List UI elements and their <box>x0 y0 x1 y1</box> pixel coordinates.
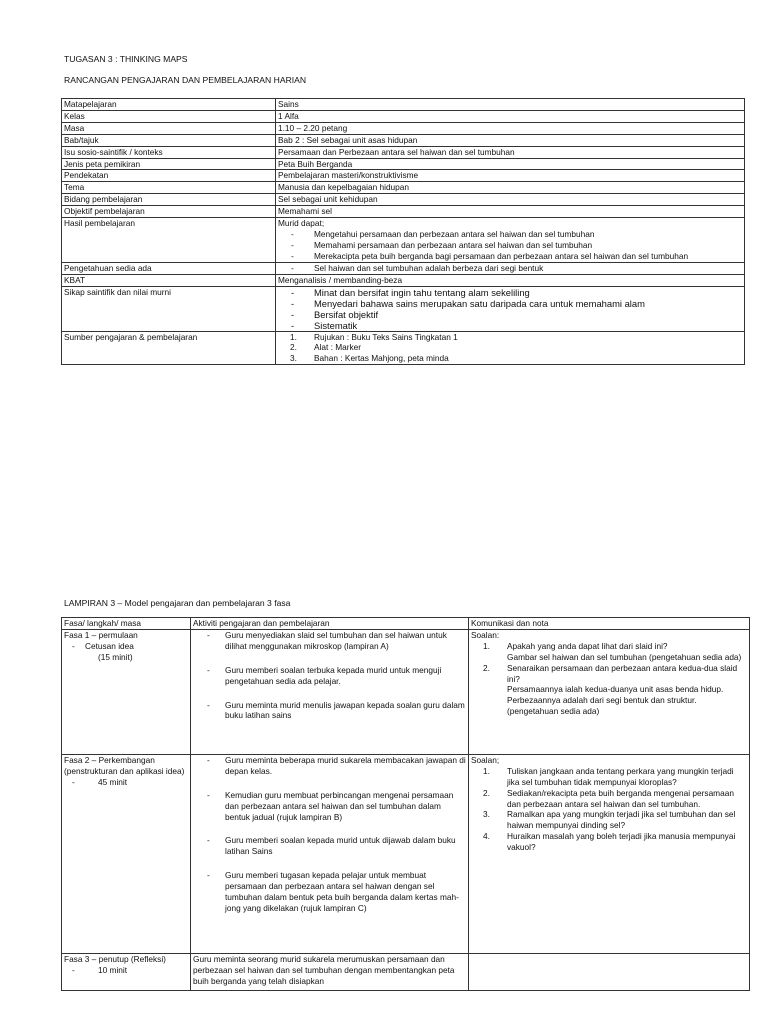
sumber-item-number: 1. <box>290 331 297 342</box>
rph-row-9 <box>62 206 745 218</box>
fasa3-time: - 10 minit <box>64 965 188 976</box>
rph-row-8 <box>62 194 745 206</box>
rph-row-2-value: 1.10 – 2.20 petang <box>276 122 745 134</box>
sumber-item-text: Rujukan : Buku Teks Sains Tingkatan 1 <box>314 331 458 342</box>
sumber-item <box>278 342 742 353</box>
sumber-label: Sumber pengajaran & pembelajaran <box>62 331 276 365</box>
fasa2-soalan-label: Soalan; <box>471 754 500 765</box>
fasa2-row <box>62 754 750 953</box>
activity-item: - Guru menyediakan slaid sel tumbuhan dan sel haiwan untuk dilihat menggunakan mikroskop (lampiran A) <box>193 630 466 652</box>
fasa3-activity: Guru meminta seorang murid sukarela merumuskan persamaan dan perbezaan sel haiwan dan sel tumbuhan dengan membentangkan peta buih berganda yang telah disiapkan <box>191 953 469 990</box>
pengetahuan-list <box>278 263 742 274</box>
fasa3-label-cell <box>62 953 191 990</box>
question-number: 2. <box>483 787 490 798</box>
activity-item: - Guru memberi soalan kepada murid untuk dijawab dalam buku latihan Sains <box>193 835 466 857</box>
fasa1-label-cell <box>62 629 191 754</box>
fasa1-time: (15 minit) <box>98 651 133 662</box>
question-item <box>471 831 747 853</box>
question-number: 1. <box>483 765 490 776</box>
pengetahuan-label: Pengetahuan sedia ada <box>62 262 276 274</box>
activity-item: - Guru meminta murid menulis jawapan kepada soalan guru dalam buku latihan sains <box>193 700 466 722</box>
lampiran-table <box>61 617 750 991</box>
question-item <box>471 788 747 810</box>
lampiran-title: LAMPIRAN 3 – Model pengajaran dan pembelajaran 3 fasa <box>64 598 291 608</box>
rph-row-sikap <box>62 286 745 331</box>
question-answer: Gambar sel haiwan dan sel tumbuhan (pengetahuan sedia ada) <box>507 651 742 662</box>
hasil-item: - Mengetahui persamaan dan perbezaan antara sel haiwan dan sel tumbuhan <box>278 229 742 240</box>
sikap-label: Sikap saintifik dan nilai murni <box>62 286 276 331</box>
fasa3-row <box>62 953 750 990</box>
rph-row-5-label: Jenis peta pemikiran <box>62 158 276 170</box>
fasa2-activities-cell <box>191 754 469 953</box>
rph-row-7 <box>62 182 745 194</box>
rph-row-2 <box>62 122 745 134</box>
sikap-list <box>278 287 742 331</box>
lampiran-header-row <box>62 618 750 630</box>
question-number: 4. <box>483 831 490 842</box>
fasa3-title: Fasa 3 – penutup (Refleksi) <box>64 953 166 964</box>
question-text: Apakah yang anda dapat lihat dari slaid ini? <box>507 640 668 651</box>
activity-item: - Guru memberi soalan terbuka kepada murid untuk menguji pengetahuan sedia ada pelajar. <box>193 665 466 687</box>
rph-row-sumber <box>62 331 745 365</box>
rph-row-4-label: Isu sosio-saintifik / konteks <box>62 146 276 158</box>
question-number: 1. <box>483 640 490 651</box>
rph-row-0-label: Matapelajaran <box>62 99 276 111</box>
fasa1-activities-cell <box>191 629 469 754</box>
rph-row-8-label: Bidang pembelajaran <box>62 194 276 206</box>
activity-list <box>193 755 466 914</box>
sikap-item: - Sistematik <box>278 320 742 331</box>
fasa2-komunikasi-cell <box>469 754 750 953</box>
rph-row-hasil <box>62 218 745 263</box>
rph-table <box>61 98 745 365</box>
question-item <box>471 766 747 788</box>
sumber-cell <box>276 331 745 365</box>
rph-row-0-value: Sains <box>276 99 745 111</box>
question-text: Senaraikan persamaan dan perbezaan antara kedua-dua slaid ini? <box>507 662 738 684</box>
question-list <box>471 641 747 717</box>
rph-row-pengetahuan <box>62 262 745 274</box>
rph-row-3 <box>62 134 745 146</box>
header-aktiviti: Aktiviti pengajaran dan pembelajaran <box>191 618 469 630</box>
rph-row-7-value: Manusia dan kepelbagaian hidupan <box>276 182 745 194</box>
question-text: Ramalkan apa yang mungkin terjadi jika sel tumbuhan dan sel haiwan mempunyai dinding sel? <box>507 809 736 831</box>
rph-row-9-value: Memahami sel <box>276 206 745 218</box>
fasa1-step: - Cetusan idea <box>64 641 188 652</box>
sikap-item: - Bersifat objektif <box>278 309 742 320</box>
hasil-list <box>278 229 742 262</box>
fasa1-title: Fasa 1 – permulaan <box>64 629 138 640</box>
fasa1-soalan-label: Soalan: <box>471 629 500 640</box>
sumber-item-text: Alat : Marker <box>314 342 362 353</box>
rph-row-0 <box>62 99 745 111</box>
sumber-item-text: Bahan : Kertas Mahjong, peta minda <box>314 353 449 364</box>
sumber-list <box>278 332 742 365</box>
sikap-item: - Menyedari bahawa sains merupakan satu daripada cara untuk memahami alam <box>278 298 742 309</box>
rph-row-5-value: Peta Buih Berganda <box>276 158 745 170</box>
activity-item: - Guru memberi tugasan kepada pelajar untuk membuat persamaan dan perbezaan antara sel haiwan dengan sel tumbuhan dalam bentuk peta buih berganda dalam kertas mah-jong yang dikelakan (rujuk lampiran C) <box>193 870 466 914</box>
page-subtitle: RANCANGAN PENGAJARAN DAN PEMBELAJARAN HARIAN <box>64 75 307 85</box>
sumber-item <box>278 353 742 364</box>
rph-row-2-label: Masa <box>62 122 276 134</box>
hasil-label: Hasil pembelajaran <box>62 218 276 263</box>
rph-row-6-label: Pendekatan <box>62 170 276 182</box>
rph-row-4-value: Persamaan dan Perbezaan antara sel haiwan dan sel tumbuhan <box>276 146 745 158</box>
question-item <box>471 641 747 663</box>
question-answer: Persamaannya ialah kedua-duanya unit asas benda hidup. Perbezaannya adalah dari segi bentuk dan struktur. (pengetahuan sedia ada) <box>507 684 724 717</box>
header-fasa: Fasa/ langkah/ masa <box>62 618 191 630</box>
rph-row-6 <box>62 170 745 182</box>
question-text: Tuliskan jangkaan anda tentang perkara yang mungkin terjadi jika sel tumbuhan tidak mempunyai kloroplas? <box>507 765 734 787</box>
question-list <box>471 766 747 853</box>
hasil-item: - Memahami persamaan dan perbezaan antara sel haiwan dan sel tumbuhan <box>278 240 742 251</box>
question-text: Sediakan/rekacipta peta buih berganda mengenai persamaan dan perbezaan antara sel haiwan dan sel tumbuhan. <box>507 787 734 809</box>
page-title: TUGASAN 3 : THINKING MAPS <box>64 54 188 64</box>
header-komunikasi: Komunikasi dan nota <box>469 618 750 630</box>
fasa2-label-cell <box>62 754 191 953</box>
rph-row-1-label: Kelas <box>62 110 276 122</box>
fasa1-row <box>62 629 750 754</box>
rph-row-4 <box>62 146 745 158</box>
fasa3-komunikasi-cell <box>469 953 750 990</box>
sikap-item: - Minat dan bersifat ingin tahu tentang alam sekeliling <box>278 287 742 298</box>
rph-row-5 <box>62 158 745 170</box>
question-number: 2. <box>483 662 490 673</box>
rph-row-7-label: Tema <box>62 182 276 194</box>
activity-list <box>193 630 466 721</box>
activity-item: - Guru meminta beberapa murid sukarela membacakan jawapan di depan kelas. <box>193 755 466 777</box>
rph-row-kbat-label: KBAT <box>62 274 276 286</box>
pengetahuan-cell <box>276 262 745 274</box>
fasa2-title: Fasa 2 – Perkembangan (penstrukturan dan aplikasi idea) <box>64 754 185 776</box>
question-item <box>471 809 747 831</box>
rph-row-kbat <box>62 274 745 286</box>
hasil-item: - Merekacipta peta buih berganda bagi persamaan dan perbezaan antara sel haiwan dan sel tumbuhan <box>278 251 742 262</box>
pengetahuan-item: - Sel haiwan dan sel tumbuhan adalah berbeza dari segi bentuk <box>278 263 742 274</box>
sumber-item <box>278 332 742 343</box>
rph-row-8-value: Sel sebagai unit kehidupan <box>276 194 745 206</box>
sumber-item-number: 2. <box>290 342 297 353</box>
fasa2-time: - 45 minit <box>64 777 188 788</box>
question-number: 3. <box>483 809 490 820</box>
rph-row-kbat-value: Menganalisis / membanding-beza <box>276 274 745 286</box>
rph-row-6-value: Pembelajaran masteri/konstruktivisme <box>276 170 745 182</box>
fasa1-komunikasi-cell <box>469 629 750 754</box>
rph-row-9-label: Objektif pembelajaran <box>62 206 276 218</box>
rph-row-1 <box>62 110 745 122</box>
sumber-item-number: 3. <box>290 353 297 364</box>
activity-item: - Kemudian guru membuat perbincangan mengenai persamaan dan perbezaan antara sel haiwan dan sel tumbuhan dalam bentuk jadual (rujuk lampiran B) <box>193 790 466 823</box>
hasil-intro: Murid dapat; <box>278 218 325 229</box>
rph-row-1-value: 1 Alfa <box>276 110 745 122</box>
sikap-cell <box>276 286 745 331</box>
rph-row-3-label: Bab/tajuk <box>62 134 276 146</box>
question-text: Huraikan masalah yang boleh terjadi jika manusia mempunyai vakuol? <box>507 831 736 853</box>
hasil-cell <box>276 218 745 263</box>
question-item <box>471 663 747 718</box>
rph-row-3-value: Bab 2 : Sel sebagai unit asas hidupan <box>276 134 745 146</box>
